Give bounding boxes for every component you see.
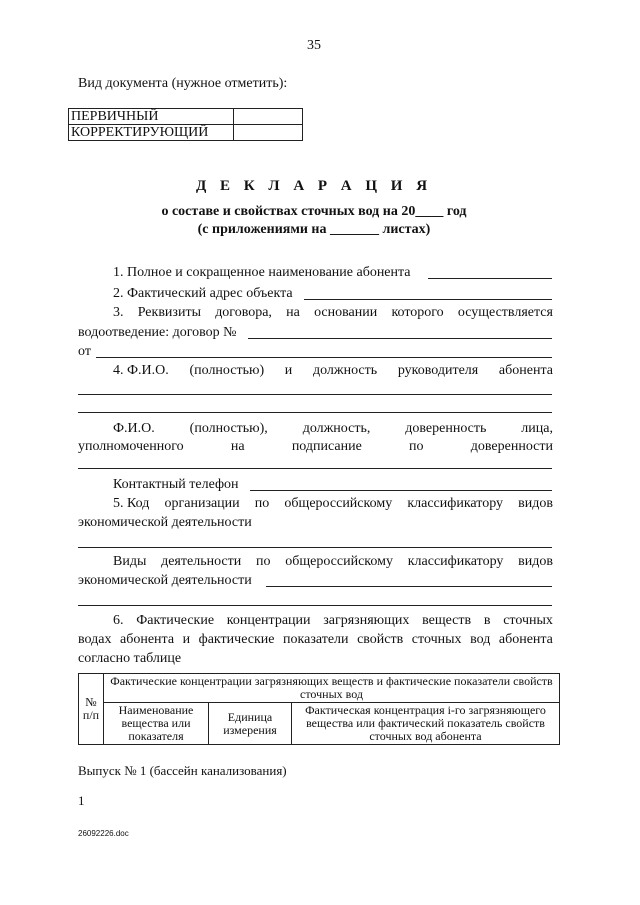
word: по	[254, 496, 270, 511]
col-header-unit: Единица измерения	[209, 703, 292, 745]
field-4-proxy-label-cont	[78, 438, 553, 455]
word: (полностью)	[189, 363, 265, 378]
doc-kind-row	[69, 125, 303, 141]
phone-input[interactable]	[250, 490, 552, 491]
word: общероссийскому	[285, 554, 393, 569]
field-4-proxy-label	[113, 420, 553, 437]
field-4-input-line-2[interactable]	[78, 412, 552, 413]
doc-kind-corrective: КОРРЕКТИРУЮЩИЙ	[69, 125, 234, 141]
word: лица,	[521, 421, 553, 436]
field-2-input[interactable]	[304, 299, 552, 300]
word: Виды	[113, 554, 147, 569]
word: общероссийскому	[284, 496, 393, 511]
word: классификатору	[407, 496, 504, 511]
word: 4. Ф.И.О.	[113, 363, 169, 378]
word: по	[409, 439, 424, 454]
word: осуществляется	[457, 305, 553, 320]
word: классификатору	[407, 554, 504, 569]
word: 5. Код	[113, 496, 150, 511]
word: которого	[391, 305, 444, 320]
word: основании	[314, 305, 378, 320]
field-5-input[interactable]	[78, 547, 552, 548]
col-header-number: № п/п	[79, 674, 104, 745]
field-3-contract-label: водоотведение: договор №	[78, 325, 237, 340]
field-5-kinds-label-cont: экономической деятельности	[78, 573, 252, 588]
field-2-label: 2. Фактический адрес объекта	[113, 286, 293, 301]
word: абонента	[498, 632, 553, 647]
word: веществ	[422, 613, 472, 628]
word: (полностью),	[189, 421, 268, 436]
doc-kind-primary: ПЕРВИЧНЫЙ	[69, 109, 234, 125]
word: видов	[518, 496, 553, 511]
field-5-kinds-label	[113, 553, 553, 570]
subtitle-year: о составе и свойствах сточных вод на 20____ год	[161, 204, 467, 219]
field-4-label	[113, 362, 553, 379]
doc-kind-table	[68, 108, 303, 141]
field-1-input[interactable]	[428, 278, 552, 279]
word: подписание	[291, 439, 362, 454]
doc-type-label: Вид документа (нужное отметить):	[78, 76, 288, 91]
field-1-label: 1. Полное и сокращенное наименование абонента	[113, 265, 411, 280]
field-5-label-cont: экономической деятельности	[78, 515, 252, 530]
field-4-proxy-input[interactable]	[78, 468, 552, 469]
word: на	[286, 305, 300, 320]
word: показатели	[283, 632, 349, 647]
word: Реквизиты	[137, 305, 201, 320]
table-header-row	[79, 674, 560, 703]
word: по	[255, 554, 271, 569]
col-header-group: Фактические концентрации загрязняющих веществ и фактические показатели свойств сточных вод	[104, 674, 560, 703]
word: концентрации	[226, 613, 311, 628]
field-6-label-cont	[78, 631, 553, 648]
phone-label: Контактный телефон	[113, 477, 239, 492]
subtitle-attachments: (с приложениями на _______ листах)	[197, 222, 431, 237]
word: Фактические	[136, 613, 215, 628]
doc-kind-primary-checkbox[interactable]	[234, 109, 303, 125]
doc-kind-row	[69, 109, 303, 125]
word: сточных	[411, 632, 462, 647]
word: и	[284, 363, 293, 378]
col-header-value: Фактическая концентрация i-го загрязняющего вещества или фактический показатель свойств сточных вод абонента	[292, 703, 560, 745]
concentrations-table	[78, 673, 560, 745]
field-3-contract-input[interactable]	[248, 338, 552, 339]
outlet-label: Выпуск № 1 (бассейн канализования)	[78, 763, 287, 778]
field-5-kinds-input[interactable]	[266, 586, 552, 587]
word: руководителя	[397, 363, 479, 378]
word: Ф.И.О.	[113, 421, 155, 436]
word: договора,	[215, 305, 272, 320]
field-3-from-input[interactable]	[96, 357, 552, 358]
row-index: 1	[78, 793, 85, 808]
word: абонента	[120, 632, 175, 647]
word: свойств	[357, 632, 404, 647]
field-5-label	[113, 495, 553, 512]
doc-kind-corrective-checkbox[interactable]	[234, 125, 303, 141]
page-title: Д Е К Л А Р А Ц И Я	[195, 178, 433, 194]
word: организации	[164, 496, 240, 511]
col-header-name: Наименование вещества или показателя	[104, 703, 209, 745]
page-number: 35	[307, 38, 321, 53]
field-6-label	[113, 612, 553, 629]
word: уполномоченного	[78, 439, 184, 454]
word: должность	[312, 363, 378, 378]
field-3-label	[113, 304, 553, 321]
field-6-label-end: согласно таблице	[78, 651, 182, 666]
field-5-kinds-input-line-2[interactable]	[78, 605, 552, 606]
word: загрязняющих	[323, 613, 410, 628]
field-4-input-line-1[interactable]	[78, 394, 552, 395]
word: сточных	[503, 613, 553, 628]
word: должность,	[302, 421, 371, 436]
word: и	[182, 632, 191, 647]
word: видов	[518, 554, 553, 569]
word: абонента	[498, 363, 553, 378]
word: 6.	[113, 613, 124, 628]
word: доверенность	[405, 421, 487, 436]
word: вод	[470, 632, 491, 647]
word: водах	[78, 632, 112, 647]
word: на	[230, 439, 245, 454]
word: доверенности	[470, 439, 553, 454]
word: в	[483, 613, 491, 628]
table-header-row	[79, 703, 560, 745]
word: 3.	[113, 305, 124, 320]
field-3-from-label: от	[78, 344, 91, 359]
word: фактические	[198, 632, 275, 647]
file-name: 26092226.doc	[78, 829, 129, 838]
word: деятельности	[161, 554, 242, 569]
